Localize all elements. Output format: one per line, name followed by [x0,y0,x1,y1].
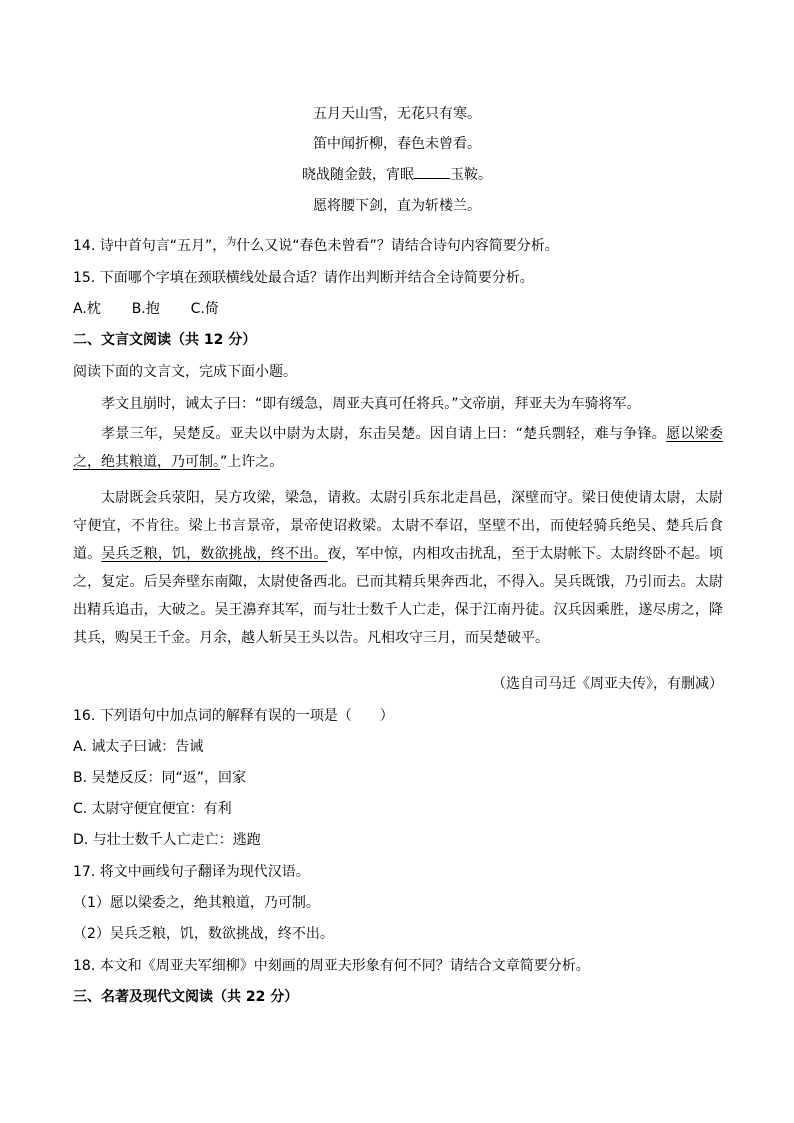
underlined-sentence-1: 愿以梁委之，绝其粮道，乃可制。 [73,426,723,470]
passage-p2-text: 孝景三年，吴楚反。亚夫以中尉为太尉，东击吴楚。因自请上曰：“楚兵剽轻，难与争锋。 [101,426,667,442]
question-16-option-b: B. 吴楚反反：同“返”，回家 [73,770,247,786]
underlined-sentence-2: 吴兵乏粮，饥，数欲挑战，终不出。 [101,545,328,562]
question-16-option-d: D. 与壮士数千人亡走亡：逃跑 [73,832,261,848]
passage-p2-tail: ”上许之。 [220,453,284,470]
question-16-option-a: A. 诫太子曰诫：告诫 [73,739,204,755]
poem-line-3 [0,164,794,186]
question-15-options [73,298,723,320]
question-17-sentence-1: （1）愿以梁委之，绝其粮道，乃可制。 [73,895,320,911]
poem-line-4: 愿将腰下剑，直为斩楼兰。 [313,198,481,214]
section-2-intro: 阅读下面的文言文，完成下面小题。 [73,364,297,380]
passage-paragraph-1: 孝文且崩时，诫太子曰：“即有缓急，周亚夫真可任将兵。”文帝崩，拜亚夫为车骑将军。 [101,396,641,412]
question-14-end: 什么又说“春色未曾看”？请结合诗句内容简要分析。 [236,238,559,254]
question-16-option-c: C. 太尉守便宜便宜：有利 [73,801,232,817]
fill-in-blank [414,164,450,179]
question-16-stem: 16. 下列语句中加点词的解释有误的一项是（ ） [73,708,394,724]
question-17-sentence-2: （2）吴兵乏粮，饥，数欲挑战，终不出。 [73,926,334,942]
poem-line-2: 笛中闻折柳，春色未曾看。 [313,136,481,152]
question-15: 15. 下面哪个字填在颈联横线处最合适？请作出判断并结合全诗简要分析。 [73,270,534,286]
passage-paragraph-2 [73,421,723,477]
poem-line-3-start: 晓战随金鼓，宵眠 [302,167,414,183]
question-17-stem: 17. 将文中画线句子翻译为现代汉语。 [73,864,310,880]
option-b: B.抱 [131,301,160,317]
passage-p3-tail: 夜，军中惊，内相攻击扰乱，至于太尉帐下。太尉终卧不起。顷之，复定。后吴奔壁东南陬，太尉使备西北。已而其精兵果奔西北，不得入。吴兵既饿，乃引而去。太尉出精兵追击，大破之。吴王濞弃其军，而与壮士数千人亡走，保于江南丹徒。汉兵因乘胜，遂尽虏之，降其兵，购吴王千金。月余，越人斩吴王头以告。凡相攻守三月，而吴楚破平。 [73,545,724,646]
section-3-heading: 三、名著及现代文阅读（共 22 分） [73,989,299,1005]
passage-paragraph-3 [73,485,723,652]
passage-source: （选自司马迁《周亚夫传》，有删减） [492,676,723,692]
question-14-raised-char: 为 [226,237,237,248]
passage-p3-text: 太尉既会兵荥阳，吴方攻梁，梁急，请救。太尉引兵东北走昌邑，深壁而守。梁日使使请太尉，太尉守便宜，不肯往。梁上书言景帝，景帝使诏救梁。太尉不奉诏，坚壁不出，而使轻骑兵绝吴、楚兵后食道。 [73,490,723,562]
poem-line-3-end: 玉鞍。 [450,167,492,183]
question-18: 18. 本文和《周亚夫军细柳》中刻画的周亚夫形象有何不同？请结合文章简要分析。 [73,958,590,974]
question-14-start: 14. 诗中首句言“五月”， [73,238,227,254]
question-14 [73,235,723,259]
option-c: C.倚 [190,301,219,317]
option-a: A.枕 [73,301,101,317]
poem-line-1: 五月天山雪，无花只有寒。 [313,106,481,122]
section-2-heading: 二、文言文阅读（共 12 分） [73,332,257,348]
